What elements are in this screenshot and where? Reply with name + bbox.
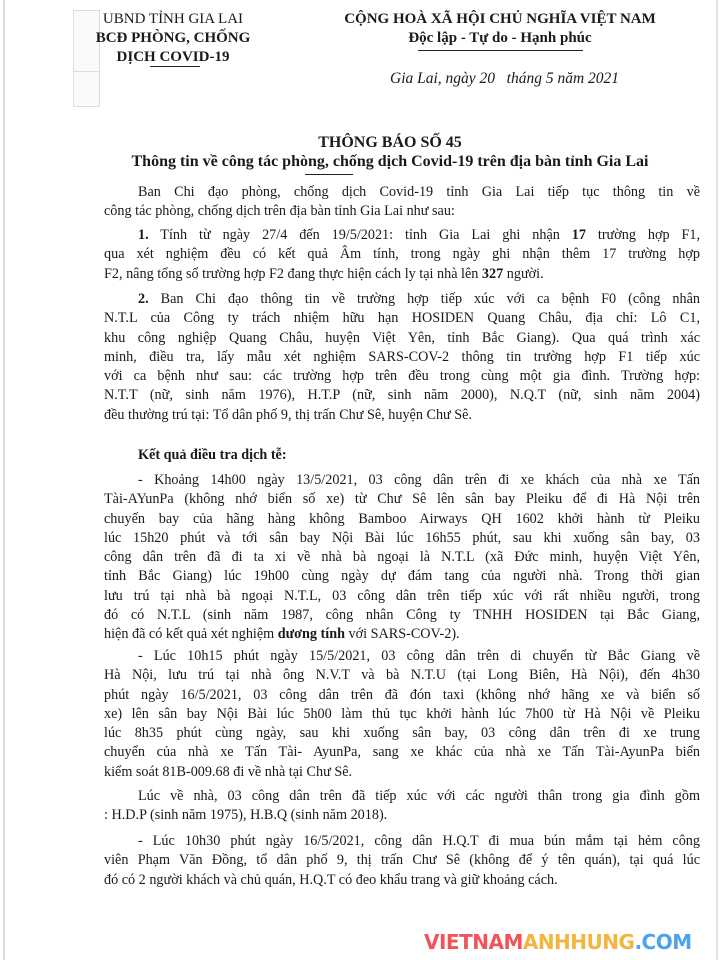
text-line: - Lúc 10h15 phút ngày 15/5/2021, 03 công dân trên di chuyển từ Bắc Giang về xyxy=(138,648,700,664)
title-underline xyxy=(305,174,353,175)
text-run: Ban Chi đạo thông tin về trường hợp tiếp xúc với ca bệnh F0 (công nhân xyxy=(148,291,700,307)
section-heading xyxy=(104,446,700,465)
text-line: - Lúc 10h30 phút ngày 16/5/2021, công dân H.Q.T đi mua bún mắm tại hẻm công xyxy=(138,833,700,849)
text-run: hiện đã có kết quả xét nghiệm xyxy=(104,626,278,643)
text-line: lưu trú tại nhà bà ngoại N.T.L, 03 công dân trên tiếp xúc với rất nhiều người, trong xyxy=(104,587,700,604)
agency-line: BCĐ PHÒNG, CHỐNG xyxy=(95,30,251,46)
text-line: chuyển của nhà xe Tấn Tài- AyunPa, sang xe khác của nhà xe Tấn Tài-AyunPa biển xyxy=(104,744,700,761)
heading-text: Kết quả điều tra dịch tễ: xyxy=(138,447,287,463)
page-edge xyxy=(3,0,5,960)
positive-result: dương tính xyxy=(277,626,345,643)
motto-underline xyxy=(418,50,583,51)
margin-box xyxy=(73,71,100,107)
f1-count: 17 xyxy=(571,227,586,243)
text-line: N.T.T (nữ, sinh năm 1976), H.T.P (nữ, sinh năm 2000), N.Q.T (nữ, sinh năm 2004) xyxy=(104,387,700,404)
item-number: 1. xyxy=(138,227,149,243)
national-header xyxy=(330,10,670,48)
text-run: với SARS-COV-2). xyxy=(345,626,460,643)
text-run: Tính từ ngày 27/4 đến 19/5/2021: tỉnh Gia Lai ghi nhận xyxy=(148,227,572,243)
text-line xyxy=(104,265,700,284)
document-title: THÔNG BÁO SỐ 45 xyxy=(318,134,462,151)
text-line: tỉnh Bắc Giang) lúc 19h00 cùng ngày dự đám tang của người nhà. Trong thời gian xyxy=(104,568,700,585)
text-line: lúc 8h35 phút cùng ngày, sau khi xuống sân bay, 03 công dân trên đi xe trung xyxy=(104,725,700,742)
f2-total: 327 xyxy=(481,265,504,282)
nation-title: CỘNG HOÀ XÃ HỘI CHỦ NGHĨA VIỆT NAM xyxy=(344,11,656,27)
text-line: chuyến bay của hãng hàng không Bamboo Airways QH 1602 khởi hành từ Pleiku xyxy=(104,510,700,527)
item-number: 2. xyxy=(138,291,149,307)
text-line: : H.D.P (sinh năm 1975), H.B.Q (sinh năm 2018). xyxy=(104,807,388,824)
issuing-agency xyxy=(88,10,258,67)
paragraph-5 xyxy=(104,787,700,826)
watermark-logo xyxy=(424,930,704,954)
text-line xyxy=(104,226,700,245)
paragraph-4 xyxy=(104,647,700,782)
text-line: đều thường trú tại: Tổ dân phố 9, thị trấn Chư Sê, huyện Chư Sê. xyxy=(104,406,473,423)
text-line: - Khoảng 14h00 ngày 13/5/2021, 03 công dân trên đi xe khách của nhà xe Tấn xyxy=(138,472,700,488)
watermark-part: VIETNAM xyxy=(424,930,523,954)
intro-paragraph xyxy=(104,183,700,222)
motto: Độc lập - Tự do - Hạnh phúc xyxy=(408,30,592,46)
paragraph-3 xyxy=(104,471,700,645)
text-line: Ban Chi đạo phòng, chống dịch Covid-19 tỉnh Gia Lai tiếp tục thông tin về xyxy=(138,184,700,200)
text-line: Hà Nội, lưu trú tại nhà ông N.V.T và bà N.T.U (tại Long Biên, Hà Nội), đến 4h30 xyxy=(104,667,700,684)
agency-underline xyxy=(150,66,200,67)
text-line: Lúc về nhà, 03 công dân trên đã tiếp xúc với các người thân trong gia đình gồm xyxy=(138,788,700,804)
text-line: minh, điều tra, lấy mẫu xét nghiệm SARS-COV-2 thông tin trường hợp F1 tiếp xúc xyxy=(104,348,700,365)
text-line: Tài-AYunPa (không nhớ biển số xe) từ Chư Sê lên sân bay Pleiku để đi Hà Nội trên xyxy=(104,491,700,508)
text-line: khu công nghiệp Quang Châu, huyện Việt Yên, tỉnh Bắc Giang). Qua quá trình xác xyxy=(104,329,700,346)
text-run: F2, nâng tổng số trường hợp F2 đang thực hiện cách ly tại nhà lên xyxy=(104,265,482,282)
text-line: đó có 2 người khách và chủ quán, H.Q.T có đeo khẩu trang và giữ khoảng cách. xyxy=(104,871,558,888)
text-line: đó có N.T.L (sinh năm 1987, công nhân Công ty TNHH HOSIDEN tại Bắc Giang, xyxy=(104,607,700,624)
document-subtitle: Thông tin về công tác phòng, chống dịch Covid-19 trên địa bàn tỉnh Gia Lai xyxy=(131,153,649,170)
text-line: phút ngày 16/5/2021, 03 công dân trên đã đón taxi (không nhớ hãng xe và biển số xyxy=(104,686,700,703)
text-line: viên Phạm Văn Đồng, tổ dân phố 9, thị trấn Chư Sê (không để ý tên quán), tại quá lúc xyxy=(104,852,700,869)
text-line: với ca bệnh như sau: các trường hợp trên đều trong cùng một gia đình. Trường hợp: xyxy=(104,368,700,385)
text-line: lúc 15h20 phút và tới sân bay Nội Bài lúc 16h55 phút, sau khi xuống sân bay, 03 xyxy=(104,529,700,546)
agency-line: DỊCH COVID-19 xyxy=(116,49,230,65)
text-run: trường hợp F1, xyxy=(585,227,700,243)
text-line xyxy=(104,625,700,644)
agency-line: UBND TỈNH GIA LAI xyxy=(102,11,244,27)
page-edge-right xyxy=(716,0,718,960)
text-line: công tác phòng, chống dịch trên địa bàn tỉnh Gia Lai như sau: xyxy=(104,203,455,220)
text-line xyxy=(104,290,700,309)
paragraph-2 xyxy=(104,290,700,425)
text-line: kiểm soát 81B-009.68 đi về nhà tại Chư Sê. xyxy=(104,763,353,780)
text-line: công dân trên đã đi ta xi về nhà bà ngoại là N.T.L (xã Đức minh, huyện Việt Yên, xyxy=(104,549,700,566)
document-date: Gia Lai, ngày 20 tháng 5 năm 2021 xyxy=(390,70,620,87)
text-line: xe) lên sân bay Nội Bài lúc 5h00 làm thủ tục khởi hành lúc 7h00 từ Hà Nội về Pleiku xyxy=(104,705,700,722)
paragraph-6 xyxy=(104,832,700,890)
paragraph-1 xyxy=(104,226,700,284)
text-line: qua xét nghiệm đều có kết quả Âm tính, trong ngày ghi nhận thêm 17 trường hợp xyxy=(104,246,700,263)
watermark-part: .COM xyxy=(634,930,692,954)
text-run: người. xyxy=(503,265,544,282)
watermark-part: ANHHUNG xyxy=(522,930,635,954)
text-line: N.T.L của Công ty trách nhiệm hữu hạn HOSIDEN Quang Châu, địa chỉ: Lô C1, xyxy=(104,310,700,327)
